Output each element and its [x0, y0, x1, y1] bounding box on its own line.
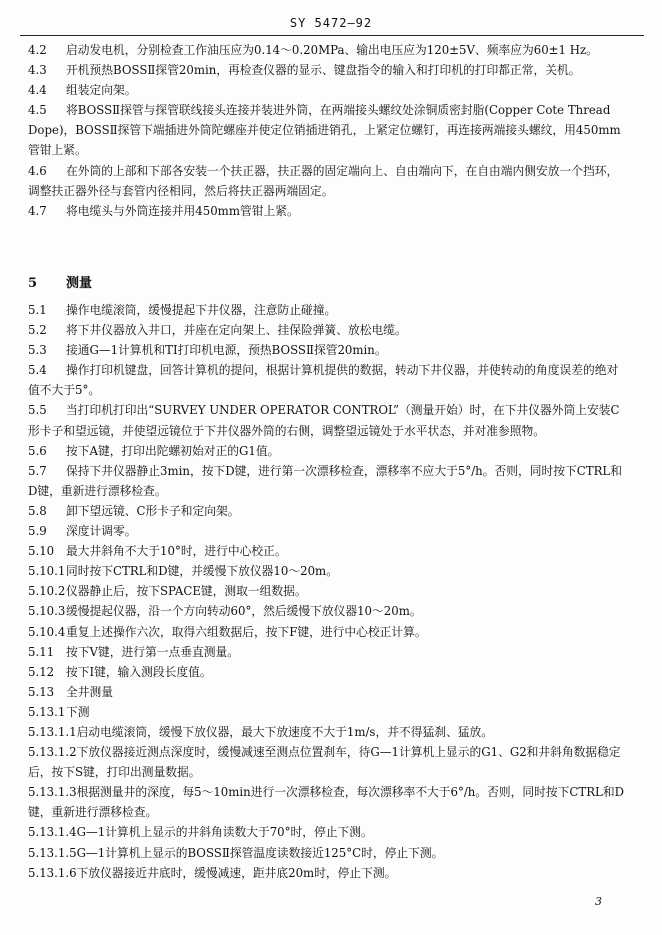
clause-text: 同时按下CTRL和D键，并缓慢下放仪器10～20m。	[66, 564, 338, 579]
section-5-block	[28, 300, 628, 883]
clause-item	[28, 541, 628, 561]
clause-text: 保持下井仪器静止3min，按下D键，进行第一次漂移检查，漂移率不应大于5°/h。否则，同时按下CTRL和D键，重新进行漂移检查。	[28, 463, 622, 498]
clause-item	[28, 782, 628, 822]
clause-text: 将电缆头与外筒连接并用450mm管钳上紧。	[66, 203, 299, 218]
clause-number: 5.10.1	[28, 564, 66, 579]
clause-number: 4.5	[28, 103, 47, 118]
clause-item	[28, 822, 628, 842]
clause-text: 按下V键，进行第一点垂直测量。	[66, 644, 239, 659]
clause-text: 开机预热BOSSⅡ探管20min，再检查仪器的显示、键盘指令的输入和打印机的打印都正常，关机。	[66, 63, 581, 78]
clause-number: 5.6	[28, 443, 47, 458]
clause-text: 启动电缆滚筒，缓慢下放仪器，最大下放速度不大于1m/s，并不得猛刹、猛放。	[76, 724, 493, 739]
clause-item	[28, 662, 628, 682]
clause-number: 4.4	[28, 83, 47, 98]
clause-item	[28, 843, 628, 863]
clause-number: 5.3	[28, 343, 47, 358]
clause-text: 将BOSSⅡ探管与探管联线接头连接并装进外筒，在两端接头螺纹处涂铜质密封脂(Copper Cote Thread Dope)，BOSSⅡ探管下端插进外筒陀螺座并使定位销插进销孔，上紧定位螺钉，再连接两端接头螺纹，用450mm管钳上紧。	[28, 103, 621, 158]
clause-item	[28, 581, 628, 601]
clause-number: 5.2	[28, 323, 47, 338]
clause-number: 5.13.1.6	[28, 865, 77, 880]
clause-text: 组装定向架。	[66, 83, 137, 98]
clause-text: 下放仪器接近测点深度时，缓慢减速至测点位置刹车，待G—1计算机上显示的G1、G2和井斜角数据稳定后，按下S键，打印出测量数据。	[28, 745, 621, 780]
clause-number: 5.13.1	[28, 704, 66, 719]
clause-text: G—1计算机上显示的井斜角读数大于70°时，停止下测。	[76, 825, 373, 840]
header-rule	[20, 35, 644, 36]
clause-item	[28, 201, 628, 221]
clause-item	[28, 161, 628, 201]
clause-text: 重复上述操作六次，取得六组数据后，按下F键，进行中心校正计算。	[66, 624, 427, 639]
clause-number: 4.3	[28, 63, 47, 78]
clause-text: 全井测量	[66, 684, 113, 699]
clause-text: 当打印机打印出“SURVEY UNDER OPERATOR CONTROL”（测量开始）时，在下井仪器外筒上安装C形卡子和望远镜，并使望远镜位于下井仪器外筒的右侧，调整望远镜处于水平状态，并对准参照物。	[28, 403, 620, 438]
clause-text: 卸下望远镜、C形卡子和定向架。	[66, 503, 240, 518]
clause-number: 4.2	[28, 43, 47, 57]
clause-item	[28, 642, 628, 662]
clause-number: 5.13.1.2	[28, 745, 77, 760]
clause-item	[28, 340, 628, 360]
clause-number: 5.13	[28, 684, 55, 699]
clause-item	[28, 100, 628, 160]
clause-item	[28, 601, 628, 621]
clause-item	[28, 863, 628, 883]
clause-number: 5.11	[28, 644, 55, 659]
page-number: 3	[595, 895, 602, 908]
clause-item	[28, 400, 628, 440]
clause-item	[28, 742, 628, 782]
section-4-block	[28, 40, 628, 221]
clause-item	[28, 461, 628, 501]
clause-item	[28, 60, 628, 80]
clause-text: 下测	[66, 704, 90, 719]
clause-number: 5.8	[28, 503, 47, 518]
section-5-heading	[28, 272, 92, 291]
clause-text: 根据测量井的深度，每5～10min进行一次漂移检查，每次漂移率不大于6°/h。否则，同时按下CTRL和D键，重新进行漂移检查。	[28, 785, 625, 820]
clause-item	[28, 521, 628, 541]
clause-text: 缓慢提起仪器，沿一个方向转动60°，然后缓慢下放仪器10～20m。	[66, 604, 422, 619]
clause-item	[28, 702, 628, 722]
clause-number: 5.10.2	[28, 584, 66, 599]
clause-item	[28, 300, 628, 320]
clause-number: 5.10.4	[28, 624, 66, 639]
section-title: 测量	[66, 276, 93, 291]
clause-number: 5.12	[28, 664, 55, 679]
clause-item	[28, 320, 628, 340]
clause-text: 将下井仪器放入井口，并座在定向架上、挂保险弹簧、放松电缆。	[66, 323, 407, 338]
clause-number: 5.13.1.4	[28, 825, 77, 840]
clause-number: 5.1	[28, 303, 47, 317]
clause-text: 按下I键，输入测段长度值。	[66, 664, 212, 679]
clause-number: 5.7	[28, 463, 47, 478]
clause-item	[28, 622, 628, 642]
clause-number: 4.7	[28, 203, 47, 218]
clause-number: 5.5	[28, 403, 47, 418]
clause-item	[28, 360, 628, 400]
clause-item	[28, 40, 628, 60]
clause-number: 5.10	[28, 544, 55, 559]
clause-text: 启动发电机，分别检查工作油压应为0.14～0.20MPa、输出电压应为120±5V、频率应为60±1 Hz。	[66, 43, 598, 57]
clause-text: 操作打印机键盘，回答计算机的提问，根据计算机提供的数据，转动下井仪器，并使转动的角度误差的绝对值不大于5°。	[28, 363, 619, 398]
clause-item	[28, 501, 628, 521]
clause-number: 5.13.1.3	[28, 785, 77, 800]
clause-number: 4.6	[28, 163, 47, 178]
clause-item	[28, 722, 628, 742]
clause-text: 操作电缆滚筒，缓慢提起下井仪器，注意防止碰撞。	[66, 303, 337, 317]
clause-number: 5.10.3	[28, 604, 66, 619]
clause-number: 5.13.1.5	[28, 845, 77, 860]
clause-item	[28, 441, 628, 461]
clause-number: 5.4	[28, 363, 47, 378]
clause-item	[28, 682, 628, 702]
clause-text: 最大井斜角不大于10°时，进行中心校正。	[66, 544, 287, 559]
clause-item	[28, 561, 628, 581]
section-number: 5	[28, 276, 38, 291]
standard-code-header: SY 5472—92	[289, 16, 373, 30]
clause-text: 仪器静止后，按下SPACE键，测取一组数据。	[66, 584, 307, 599]
clause-number: 5.9	[28, 524, 47, 539]
clause-text: 在外筒的上部和下部各安装一个扶正器，扶正器的固定端向上、自由端向下，在自由端内侧安放一个挡环，调整扶正器外径与套管内径相同，然后将扶正器两端固定。	[28, 163, 619, 198]
clause-text: G—1计算机上显示的BOSSⅡ探管温度读数接近125°C时，停止下测。	[76, 845, 444, 860]
clause-text: 接通G—1计算机和TI打印机电源，预热BOSSⅡ探管20min。	[66, 343, 387, 358]
clause-number: 5.13.1.1	[28, 724, 77, 739]
clause-text: 按下A键，打印出陀螺初始对正的G1值。	[66, 443, 280, 458]
clause-item	[28, 80, 628, 100]
clause-text: 下放仪器接近井底时，缓慢减速，距井底20m时，停止下测。	[76, 865, 397, 880]
clause-text: 深度计调零。	[66, 524, 137, 539]
